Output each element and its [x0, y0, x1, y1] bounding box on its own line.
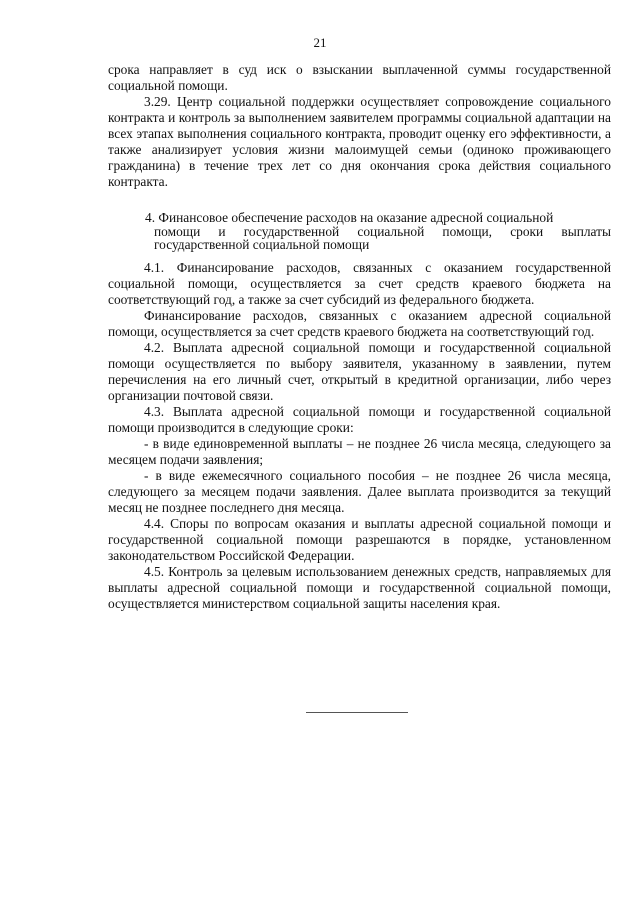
document-body	[108, 62, 611, 612]
paragraph-4-1: 4.1. Финансирование расходов, связанных с оказанием государственной социальной помощи, осуществляется за счет средств краевого бюджета на соответствующий год, а также за счет субсидий из федерального бюджета.	[108, 259, 611, 307]
paragraph-3-29: 3.29. Центр социальной поддержки осуществляет сопровождение социального контракта и контроль за выполнением заявителем программы социальной адаптации на всех этапах выполнения социального контракта, проводит оценку его эффективности, а также анализирует условия жизни малоимущей семьи (одиноко проживающего гражданина) в течение трех лет со дня окончания срока действия социального контракта.	[108, 94, 611, 189]
paragraph-4-2: 4.2. Выплата адресной социальной помощи и государственной социальной помощи осуществляется по выбору заявителя, указанному в заявлении, путем перечисления на его личный счет, открытый в кредитной организации, либо через организации почтовой связи.	[108, 339, 611, 403]
list-item-one-time-payment: - в виде единовременной выплаты – не позднее 26 числа месяца, следующего за месяцем подачи заявления;	[108, 435, 611, 467]
page-number: 21	[313, 35, 327, 50]
end-separator-line	[306, 712, 408, 713]
paragraph-4-3: 4.3. Выплата адресной социальной помощи и государственной социальной помощи производится в следующие сроки:	[108, 403, 611, 435]
section-heading	[108, 211, 611, 252]
paragraph-4-1-funding: Финансирование расходов, связанных с оказанием адресной социальной помощи, осуществляется за счет средств краевого бюджета на соответствующий год.	[108, 307, 611, 339]
paragraph-4-5: 4.5. Контроль за целевым использованием денежных средств, направляемых для выплаты адресной социальной помощи и государственной социальной помощи, осуществляется министерством социальной защиты населения края.	[108, 563, 611, 611]
section-heading-line-1: 4. Финансовое обеспечение расходов на оказание адресной социальной	[145, 210, 554, 225]
list-item-monthly-allowance: - в виде ежемесячного социального пособия – не позднее 26 числа месяца, следующего за месяцем подачи заявления. Далее выплата производится за текущий месяц не позднее последнего дня месяца.	[108, 467, 611, 515]
section-heading-rest: помощи и государственной социальной помощи, сроки выплаты государственной социальной помощи	[154, 223, 611, 252]
paragraph-continuation: срока направляет в суд иск о взыскании выплаченной суммы государственной социальной помощи.	[108, 62, 611, 93]
paragraph-4-4: 4.4. Споры по вопросам оказания и выплаты адресной социальной помощи и государственной социальной помощи разрешаются в порядке, установленном законодательством Российской Федерации.	[108, 515, 611, 563]
